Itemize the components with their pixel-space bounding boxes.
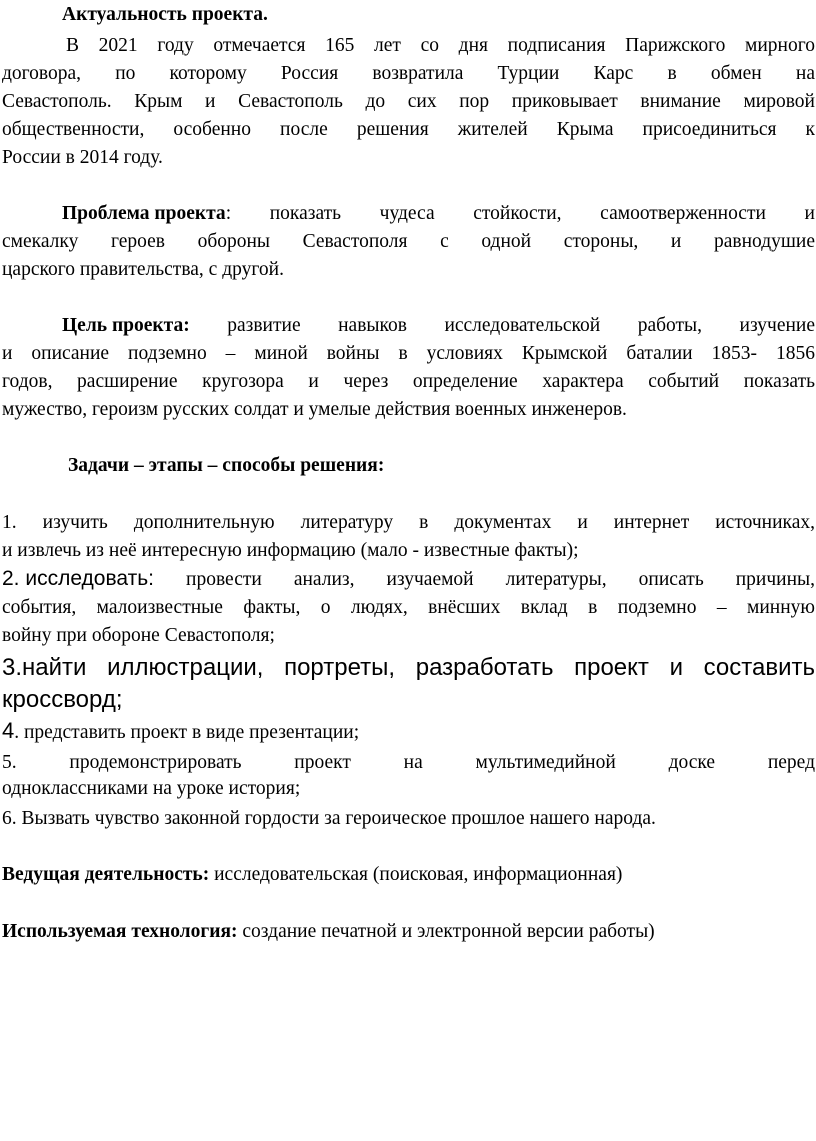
problem-line-1 (62, 201, 815, 227)
task-2-line-2: события, малоизвестные факты, о людях, внёсших вклад в подземно – минную (2, 597, 815, 618)
technology-line (2, 919, 815, 945)
goal-line-3: годов, расширение кругозора и через определение характера событий показать (2, 371, 815, 392)
task-6-line: 6. Вызвать чувство законной гордости за героическое прошлое нашего народа. (2, 808, 656, 829)
goal-label: Цель проекта: (62, 315, 190, 336)
goal-line-1 (62, 313, 815, 339)
goal-text: развитие навыков исследовательской работы, изучение (189, 315, 815, 336)
relevance-line-4: общественности, особенно после решения жителей Крыма присоединиться к (2, 119, 815, 140)
goal-line-4: мужество, героизм русских солдат и умелые действия военных инженеров. (2, 399, 627, 420)
task-2-line-3: войну при обороне Севастополя; (2, 625, 275, 646)
task-5-line-2: одноклассниками на уроке история; (2, 778, 301, 799)
goal-line-2: и описание подземно – миной войны в условиях Крымской баталии 1853- 1856 (2, 343, 815, 364)
problem-label: Проблема проекта (62, 203, 226, 224)
task-2-lead: 2. исследовать: (2, 567, 155, 590)
relevance-line-3: Севастополь. Крым и Севастополь до сих пор приковывает внимание мировой (2, 91, 815, 112)
task-1-line-2: и извлечь из неё интересную информацию (мало - известные факты); (2, 540, 579, 561)
task-3-line-1: 3.найти иллюстрации, портреты, разработать проект и составить (2, 654, 815, 681)
relevance-line-5: России в 2014 году. (2, 147, 163, 168)
task-4-num: 4 (2, 718, 15, 743)
relevance-line-2: договора, по которому Россия возвратила Турции Карс в обмен на (2, 63, 815, 84)
problem-line-2: смекалку героев обороны Севастополя с одной стороны, и равнодушие (2, 231, 815, 252)
task-4-line (2, 718, 815, 746)
relevance-line-1: В 2021 году отмечается 165 лет со дня подписания Парижского мирного (66, 35, 815, 56)
problem-line-3: царского правительства, с другой. (2, 259, 284, 280)
problem-text: : показать чудеса стойкости, самоотверженности и (225, 203, 815, 224)
task-3-line-2: кроссворд; (2, 686, 123, 713)
task-2-line-1 (2, 566, 815, 593)
technology-text: создание печатной и электронной версии работы) (237, 921, 655, 942)
task-2-text: провести анализ, изучаемой литературы, описать причины, (154, 569, 815, 590)
task-5-line-1: 5. продемонстрировать проект на мультимедийной доске перед (2, 752, 815, 773)
tasks-heading: Задачи – этапы – способы решения: (68, 455, 385, 476)
relevance-heading: Актуальность проекта. (62, 4, 268, 25)
activity-text: исследовательская (поисковая, информационная) (209, 864, 623, 885)
activity-label: Ведущая деятельность: (2, 864, 210, 885)
technology-label: Используемая технология: (2, 921, 238, 942)
task-1-line-1: 1. изучить дополнительную литературу в документах и интернет источниках, (2, 512, 815, 533)
activity-line (2, 862, 815, 888)
task-4-text: . представить проект в виде презентации; (14, 722, 360, 743)
